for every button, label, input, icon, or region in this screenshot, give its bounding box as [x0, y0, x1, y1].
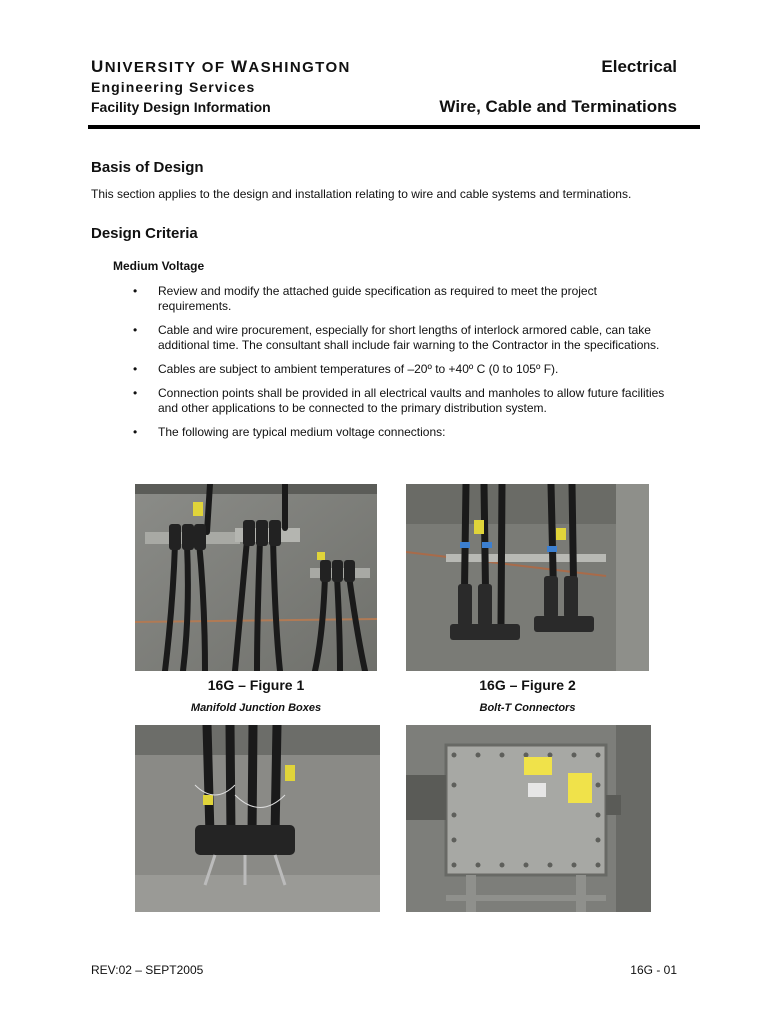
bullet-icon: •: [133, 425, 138, 439]
criteria-heading: Design Criteria: [91, 225, 198, 242]
document-type: Facility Design Information: [91, 99, 271, 115]
bullet-icon: •: [133, 323, 138, 337]
department-name: Engineering Services: [91, 79, 256, 95]
section-title: Wire, Cable and Terminations: [439, 97, 677, 116]
figure-2-caption: 16G – Figure 2: [479, 677, 576, 693]
bullet-icon: •: [133, 284, 138, 298]
figure-3-photo: [135, 725, 380, 912]
figure-1-photo: [135, 484, 377, 671]
criteria-list: [113, 284, 673, 449]
bullet-icon: •: [133, 386, 138, 400]
bullet-icon: •: [133, 362, 138, 376]
figure-2-subcaption: Bolt-T Connectors: [479, 702, 576, 714]
university-name: UNIVERSITY OF WASHINGTON: [91, 57, 351, 76]
list-item: • Review and modify the attached guide specification as required to meet the project requirements.: [133, 284, 597, 313]
basis-heading: Basis of Design: [91, 159, 204, 176]
list-item: • Cables are subject to ambient temperatures of –20º to +40º C (0 to 105º F).: [133, 362, 559, 376]
medium-voltage-subheading: Medium Voltage: [113, 259, 205, 273]
division-title: Electrical: [601, 57, 677, 76]
footer-revision: REV:02 – SEPT2005: [91, 963, 204, 977]
basis-text: This section applies to the design and installation relating to wire and cable systems and terminations.: [91, 187, 632, 201]
header-rule: [88, 125, 700, 129]
footer-page-number: 16G - 01: [630, 963, 677, 977]
figure-1-subcaption: Manifold Junction Boxes: [190, 702, 322, 714]
figure-1-caption: 16G – Figure 1: [207, 677, 305, 693]
list-item: • Connection points shall be provided in all electrical vaults and manholes to allow future facilities and other applications to be connected to the primary distribution system.: [133, 386, 665, 415]
list-item: • The following are typical medium voltage connections:: [133, 425, 446, 439]
figure-2-photo: [406, 484, 649, 671]
list-item: • Cable and wire procurement, especially for short lengths of interlock armored cable, can take additional time. The consultant shall include fair warning to the Contractor in the specifications.: [133, 323, 660, 352]
figure-4-photo: [406, 725, 651, 912]
